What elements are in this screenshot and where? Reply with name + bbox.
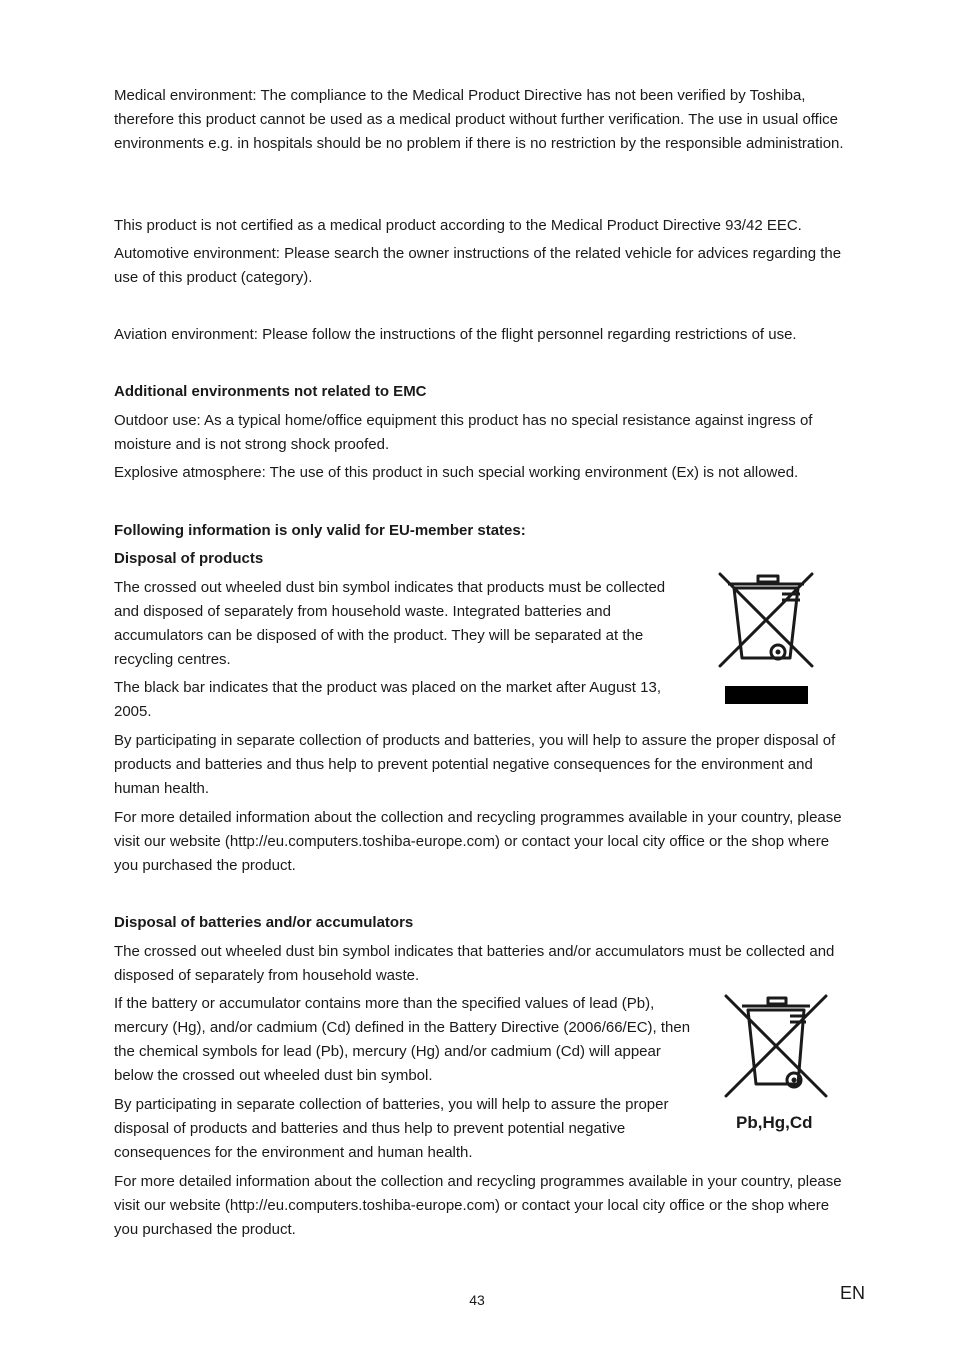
language-code: EN bbox=[840, 1283, 866, 1303]
aviation-paragraph: Aviation environment: Please follow the instructions of the flight personnel regarding restrictions of use. bbox=[114, 326, 797, 343]
medical-paragraph: Medical environment: The compliance to the Medical Product Directive has not been verified by Toshiba, therefore this product cannot be used as a medical product without further verification. The use in usual office environments e.g. in hospitals should be no problem if there is no restriction by the responsible administration. bbox=[114, 87, 844, 152]
disposal-products-paragraph-1: The crossed out wheeled dust bin symbol indicates that products must be collected and disposed of separately from household waste. Integrated batteries and accumulators can be disposed of with the product. They will be separated at the recycling centres. bbox=[114, 579, 666, 668]
disposal-products-paragraph-2: The black bar indicates that the product was placed on the market after August 13, 2005. bbox=[114, 679, 661, 720]
disposal-batteries-paragraph-3: By participating in separate collection of batteries, you will help to assure the proper disposal of products and batteries and thus help to prevent potential negative consequences for the environment and human health. bbox=[114, 1096, 669, 1161]
crossed-out-wheeled-bin-icon bbox=[716, 570, 818, 708]
disposal-batteries-paragraph-4: For more detailed information about the collection and recycling programmes available in your country, please visit our website (http://eu.computers.toshiba-europe.com) or contact your local city office or the shop where you purchased the product. bbox=[114, 1173, 842, 1238]
automotive-paragraph: Automotive environment: Please search the owner instructions of the related vehicle for advices regarding the use of this product (category). bbox=[114, 245, 842, 286]
explosive-atmosphere-paragraph: Explosive atmosphere: The use of this product in such special working environment (Ex) is not allowed. bbox=[114, 464, 799, 481]
disposal-products-paragraph-4: For more detailed information about the collection and recycling programmes available in your country, please visit our website (http://eu.computers.toshiba-europe.com) or contact your local city office or the shop where you purchased the product. bbox=[114, 809, 842, 874]
outdoor-use-paragraph: Outdoor use: As a typical home/office equipment this product has no special resistance against ingress of moisture and is not strong shock proofed. bbox=[114, 412, 813, 453]
disposal-batteries-heading: Disposal of batteries and/or accumulators bbox=[114, 914, 414, 931]
medical-certification-paragraph: This product is not certified as a medical product according to the Medical Product Directive 93/42 EEC. bbox=[114, 217, 802, 234]
chemical-symbols-label: Pb,Hg,Cd bbox=[736, 1113, 813, 1132]
crossed-out-wheeled-bin-icon bbox=[720, 990, 832, 1102]
eu-info-heading: Following information is only valid for EU-member states: bbox=[114, 522, 526, 539]
disposal-products-heading: Disposal of products bbox=[114, 550, 264, 567]
disposal-batteries-paragraph-1: The crossed out wheeled dust bin symbol indicates that batteries and/or accumulators must be collected and disposed of separately from household waste. bbox=[114, 943, 835, 984]
disposal-products-paragraph-3: By participating in separate collection of products and batteries, you will help to assure the proper disposal of products and batteries and thus help to prevent potential negative consequences for the environment and human health. bbox=[114, 732, 836, 797]
additional-environments-heading: Additional environments not related to EMC bbox=[114, 383, 427, 400]
disposal-batteries-paragraph-2: If the battery or accumulator contains more than the specified values of lead (Pb), mercury (Hg), and/or cadmium (Cd) defined in the Battery Directive (2006/66/EC), then the chemical symbols for lead (Pb), mercury (Hg) and/or cadmium (Cd) will appear below the crossed out wheeled dust bin symbol. bbox=[114, 995, 691, 1084]
page-number: 43 bbox=[469, 1292, 485, 1308]
